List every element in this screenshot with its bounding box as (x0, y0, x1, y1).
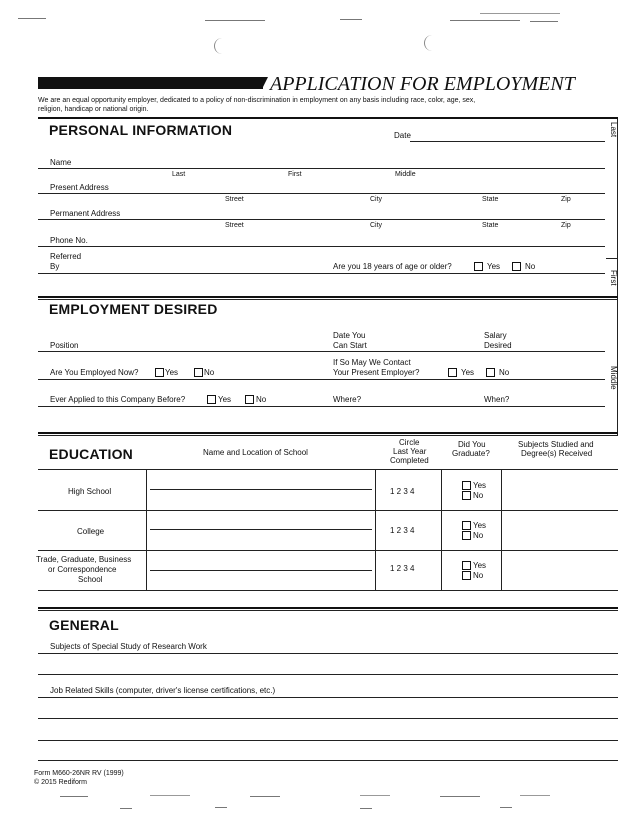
salary-label: Salary (484, 331, 507, 340)
if-so-label: If So May We Contact (333, 358, 411, 367)
job-skills-line[interactable] (38, 697, 618, 698)
address-sub-city: City (370, 196, 383, 203)
present-address-line[interactable] (38, 193, 605, 194)
col-circle-2: Last Year (393, 447, 427, 456)
employment-heading: EMPLOYMENT DESIRED (49, 301, 218, 317)
edu-row-label: School (78, 575, 103, 584)
grad-no-label: No (473, 491, 484, 500)
can-start-label: Can Start (333, 341, 367, 350)
name-sub-first: First (288, 171, 302, 178)
edu-grid-col (375, 469, 376, 590)
present-address-label: Present Address (50, 183, 109, 192)
section-divider (38, 117, 618, 119)
name-label: Name (50, 158, 72, 167)
edu-grid-line (38, 469, 618, 470)
personal-heading: PERSONAL INFORMATION (49, 122, 233, 138)
scan-mark (120, 808, 132, 809)
edu-grid-col (501, 469, 502, 590)
job-skills-label: Job Related Skills (computer, driver's license certifications, etc.) (50, 686, 276, 695)
date-label: Date (394, 131, 411, 140)
school-name-line[interactable] (150, 489, 372, 490)
scan-mark (480, 13, 560, 14)
ever-applied-label: Ever Applied to this Company Before? (50, 395, 186, 404)
job-skills-line[interactable] (38, 740, 618, 741)
address-sub-zip: Zip (561, 196, 571, 203)
scan-mark (530, 21, 558, 22)
edu-row-label: or Correspondence (48, 565, 117, 574)
applied-line[interactable] (38, 406, 605, 407)
scan-mark (440, 796, 480, 797)
general-heading: GENERAL (49, 617, 119, 633)
side-tab-middle: Middle (609, 366, 618, 390)
address-sub-street: Street (225, 222, 244, 229)
where-label: Where? (333, 395, 362, 404)
present-employer-label: Your Present Employer? (333, 368, 420, 377)
section-divider-thin (38, 299, 618, 300)
grad-no-label: No (473, 571, 484, 580)
phone-line[interactable] (38, 246, 605, 247)
col-school-name: Name and Location of School (203, 448, 308, 457)
side-tab-divider (606, 258, 618, 259)
address-sub-city: City (370, 222, 383, 229)
grad-no-checkbox[interactable] (462, 491, 471, 500)
grad-yes-label: Yes (473, 561, 487, 570)
copyright: © 2015 Rediform (34, 779, 88, 786)
side-tab-last: Last (609, 122, 618, 138)
employed-yes-checkbox[interactable] (155, 368, 164, 377)
desired-label: Desired (484, 341, 512, 350)
scan-mark (205, 20, 265, 21)
grad-no-checkbox[interactable] (462, 571, 471, 580)
title-bar (38, 77, 263, 89)
edu-row-years[interactable]: 1 2 3 4 (390, 564, 415, 573)
edu-grid-line (38, 590, 618, 591)
applied-no-checkbox[interactable] (245, 395, 254, 404)
referred-label: Referred (50, 252, 82, 261)
employed-line (38, 379, 605, 380)
name-sub-last: Last (172, 171, 186, 178)
edu-row-label: College (77, 527, 105, 536)
grad-yes-label: Yes (473, 521, 487, 530)
age-question: Are you 18 years of age or older? (333, 262, 452, 271)
applied-yes-label: Yes (218, 395, 232, 404)
section-divider-thin (38, 435, 618, 436)
employed-no-label: No (204, 368, 215, 377)
scan-mark (500, 807, 512, 808)
side-tab-first: First (609, 270, 618, 286)
age-no-label: No (525, 262, 536, 271)
notice-text: We are an equal opportunity employer, dedicated to a policy of non-discrimination in employment on any basis including race, color, age, sex, (38, 97, 476, 104)
notice-text: religion, handicap or national origin. (38, 106, 149, 113)
permanent-address-line[interactable] (38, 219, 605, 220)
address-sub-state: State (482, 196, 499, 203)
age-yes-checkbox[interactable] (474, 262, 483, 271)
grad-no-label: No (473, 531, 484, 540)
applied-no-label: No (256, 395, 267, 404)
edu-row-label: Trade, Graduate, Business (36, 555, 132, 564)
page-title: APPLICATION FOR EMPLOYMENT (270, 73, 575, 95)
contact-no-label: No (499, 368, 510, 377)
school-name-line[interactable] (150, 529, 372, 530)
when-label: When? (484, 395, 510, 404)
section-divider (38, 432, 618, 434)
address-sub-state: State (482, 222, 499, 229)
scan-mark (215, 807, 227, 808)
section-divider (38, 296, 618, 298)
scan-mark (340, 19, 362, 20)
edu-row-label: High School (68, 487, 112, 496)
referred-by-label: By (50, 262, 60, 271)
position-label: Position (50, 341, 79, 350)
edu-grid-line (38, 550, 618, 551)
edu-grid-col (441, 469, 442, 590)
scan-mark (520, 795, 550, 796)
grad-yes-checkbox[interactable] (462, 521, 471, 530)
education-heading: EDUCATION (49, 446, 133, 462)
scan-mark (60, 796, 88, 797)
col-subjects-1: Subjects Studied and (518, 440, 594, 449)
grad-yes-label: Yes (473, 481, 487, 490)
referred-line[interactable] (38, 273, 605, 274)
grad-yes-checkbox[interactable] (462, 481, 471, 490)
position-line[interactable] (38, 351, 605, 352)
scan-curve (214, 38, 223, 54)
employed-now-label: Are You Employed Now? (50, 368, 139, 377)
scan-mark (360, 795, 390, 796)
scan-mark (150, 795, 190, 796)
scan-mark (18, 18, 46, 19)
contact-yes-checkbox[interactable] (448, 368, 457, 377)
contact-yes-label: Yes (461, 368, 475, 377)
address-sub-zip: Zip (561, 222, 571, 229)
edu-grid-line (38, 510, 618, 511)
age-no-checkbox[interactable] (512, 262, 521, 271)
col-subjects-2: Degree(s) Received (521, 449, 593, 458)
edu-row-years[interactable]: 1 2 3 4 (390, 526, 415, 535)
scan-mark (360, 808, 372, 809)
title-bar-slant (262, 77, 268, 89)
scan-mark (250, 796, 280, 797)
address-sub-street: Street (225, 196, 244, 203)
grad-no-checkbox[interactable] (462, 531, 471, 540)
employed-yes-label: Yes (165, 368, 179, 377)
special-study-label: Subjects of Special Study of Research Work (50, 642, 207, 651)
date-you-label: Date You (333, 331, 366, 340)
name-line[interactable] (38, 168, 605, 169)
permanent-address-label: Permanent Address (50, 209, 121, 218)
special-study-line[interactable] (38, 653, 618, 654)
special-study-line[interactable] (38, 674, 618, 675)
phone-label: Phone No. (50, 236, 88, 245)
section-divider-thin (38, 610, 618, 611)
col-circle-3: Completed (390, 456, 429, 465)
col-graduate-1: Did You (458, 440, 486, 449)
applied-yes-checkbox[interactable] (207, 395, 216, 404)
edu-row-years[interactable]: 1 2 3 4 (390, 487, 415, 496)
job-skills-line[interactable] (38, 718, 618, 719)
form-number: Form M660-26NR RV (1999) (34, 770, 124, 777)
contact-no-checkbox[interactable] (486, 368, 495, 377)
col-circle-1: Circle (399, 438, 420, 447)
name-sub-middle: Middle (395, 171, 416, 178)
edu-grid-col (146, 469, 147, 590)
col-graduate-2: Graduate? (452, 449, 490, 458)
age-yes-label: Yes (487, 262, 501, 271)
date-line[interactable] (410, 141, 605, 142)
school-name-line[interactable] (150, 570, 372, 571)
employed-no-checkbox[interactable] (194, 368, 203, 377)
grad-yes-checkbox[interactable] (462, 561, 471, 570)
section-divider (38, 607, 618, 609)
scan-mark (450, 20, 520, 21)
scan-curve (424, 35, 433, 51)
job-skills-line[interactable] (38, 760, 618, 761)
